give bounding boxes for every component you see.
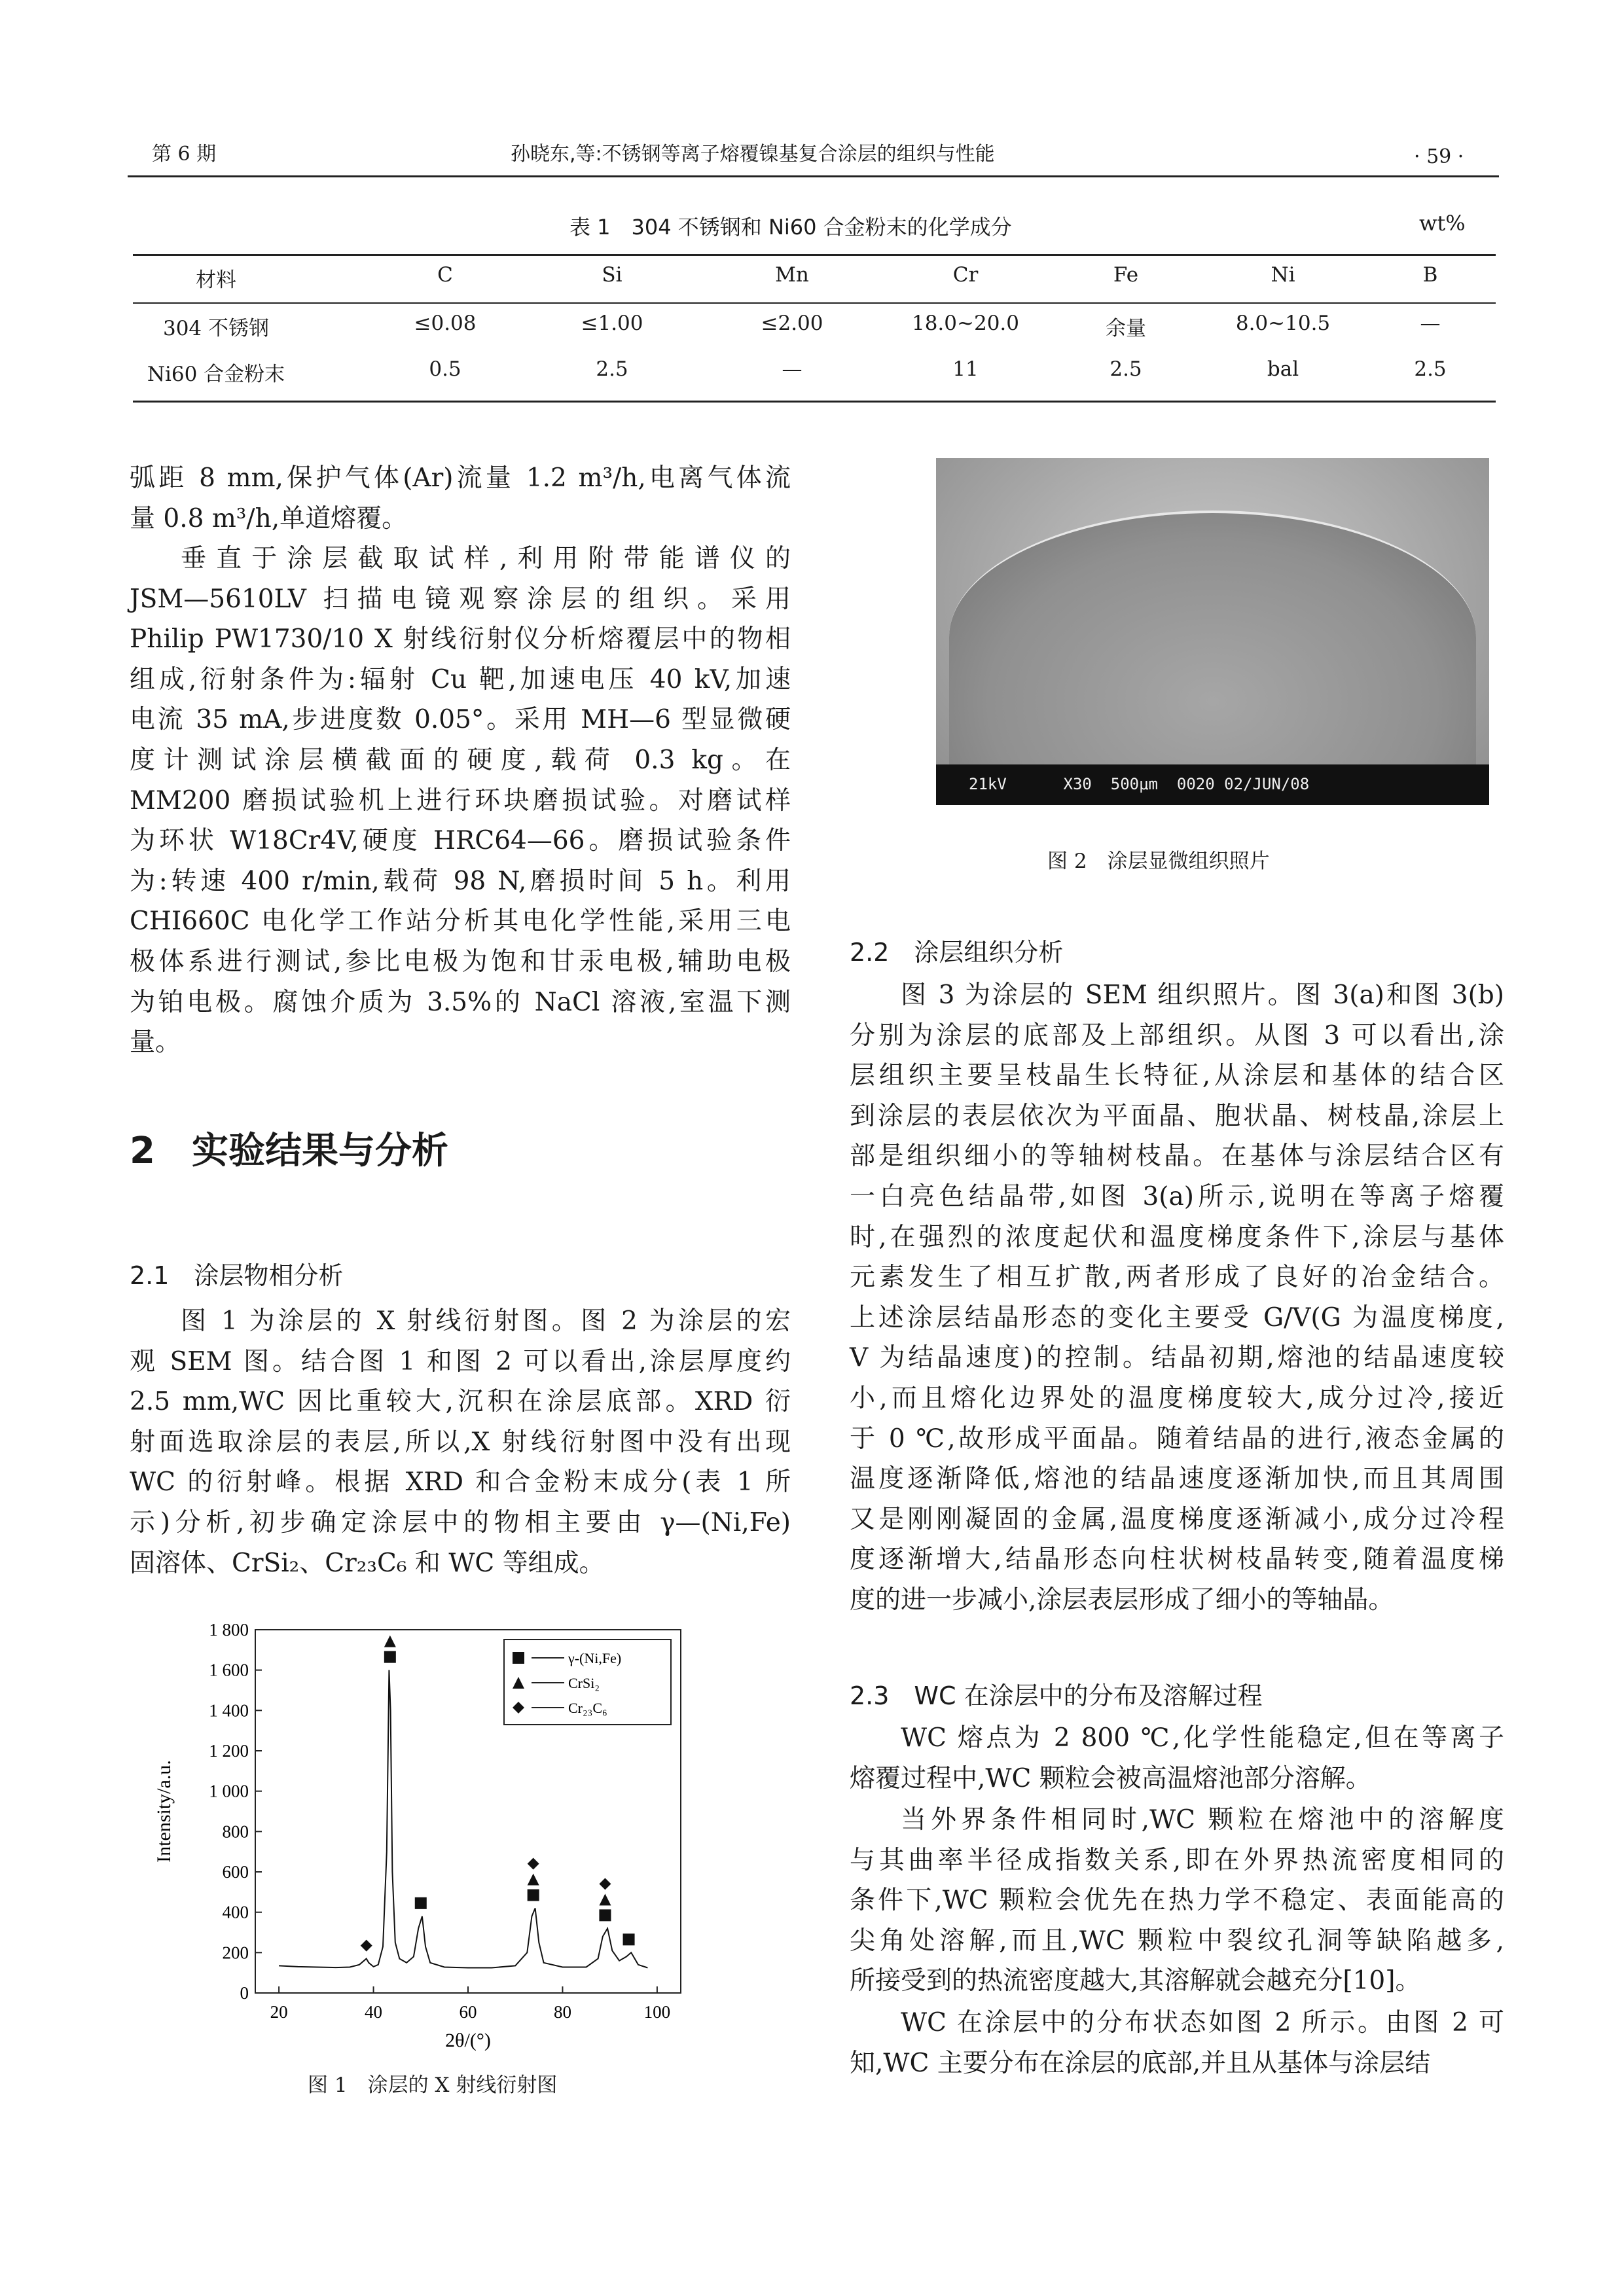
- table-cell: 2.5: [1414, 357, 1447, 381]
- table-cell: B: [1422, 263, 1438, 287]
- y-tick-label: 800: [222, 1821, 249, 1842]
- marker-square: [623, 1933, 635, 1945]
- y-tick-label: 1 200: [209, 1741, 249, 1761]
- table-cell: ≤0.08: [414, 312, 477, 335]
- paragraph-wc-dissolution: [850, 1800, 1504, 2001]
- y-tick-label: 1 000: [209, 1781, 249, 1801]
- text-line: 图 3 为涂层的 SEM 组织照片。图 3(a)和图 3(b): [901, 980, 1504, 1010]
- text-line: WC 熔点为 2 800 ℃,化学性能稳定,但在等离子: [901, 1723, 1504, 1753]
- marker-diamond: [528, 1858, 539, 1870]
- text-line: 温度逐渐降低,熔池的结晶速度逐渐加快,而且其周围: [850, 1464, 1504, 1494]
- figure2-caption: 图 2 涂层显微组织照片: [1047, 850, 1270, 873]
- table-cell: Mn: [775, 263, 809, 287]
- y-axis-label: Intensity/a.u.: [153, 1760, 175, 1863]
- text-line: 为环状 W18Cr4V,硬度 HRC64—66。磨损试验条件: [130, 826, 791, 856]
- text-line: 垂直于涂层截取试样,利用附带能谱仪的: [181, 544, 791, 573]
- marker-triangle: [528, 1874, 539, 1886]
- table-cell: 304 不锈钢: [162, 317, 270, 340]
- text-line: V 为结晶速度)的控制。结晶初期,熔池的结晶速度较: [850, 1343, 1504, 1373]
- subsection-heading-microstructure: 2.2 涂层组织分析: [850, 938, 1064, 967]
- text-line: 元素发生了相互扩散,两者形成了良好的冶金结合。: [850, 1263, 1504, 1293]
- text-line: 分别为涂层的底部及上部组织。从图 3 可以看出,涂: [850, 1020, 1504, 1050]
- text-line: 一白亮色结晶带,如图 3(a)所示,说明在等离子熔覆: [850, 1181, 1504, 1211]
- marker-square: [599, 1909, 611, 1921]
- paragraph-microstructure: [850, 975, 1504, 1621]
- table-cell: 8.0~10.5: [1235, 312, 1331, 335]
- table-cell: Ni60 合金粉末: [147, 363, 285, 386]
- table-cell: 余量: [1106, 317, 1146, 340]
- table-cell: 18.0~20.0: [911, 312, 1020, 335]
- sem-micrograph: [936, 458, 1489, 805]
- marker-triangle: [599, 1893, 611, 1905]
- figure1-caption: 图 1 涂层的 X 射线衍射图: [308, 2073, 558, 2097]
- x-tick-label: 60: [459, 2002, 477, 2022]
- text-line: WC 的衍射峰。根据 XRD 和合金粉末成分(表 1 所: [130, 1467, 791, 1498]
- paragraph-plasma-params: [130, 458, 791, 539]
- table-header-rule: [133, 302, 1496, 304]
- text-line: 与其曲率半径成指数关系,即在外界热流密度相同的: [850, 1845, 1504, 1875]
- y-tick-label: 1 800: [209, 1620, 249, 1640]
- text-line: 度逐渐增大,结晶形态向柱状树枝晶转变,随着温度梯: [850, 1545, 1504, 1575]
- table-cell: ≤1.00: [581, 312, 643, 335]
- text-line: 量。: [130, 1028, 181, 1058]
- x-axis-label: 2θ/(°): [445, 2030, 491, 2051]
- text-line: WC 在涂层中的分布状态如图 2 所示。由图 2 可: [901, 2008, 1504, 2037]
- table-cell: Ni: [1271, 263, 1295, 287]
- text-line: CHI660C 电化学工作站分析其电化学性能,采用三电: [130, 906, 791, 937]
- section-heading-results: 2 实验结果与分析: [130, 1130, 448, 1172]
- marker-diamond: [361, 1940, 372, 1952]
- text-line: 又是刚刚凝固的金属,温度梯度逐渐减小,成分过冷程: [850, 1504, 1504, 1534]
- text-line: 电流 35 mA,步进度数 0.05°。采用 MH—6 型显微硬: [130, 705, 791, 735]
- table-top-rule: [133, 254, 1496, 256]
- marker-square: [415, 1897, 427, 1909]
- sem-info-bar: [936, 764, 1489, 805]
- text-line: 固溶体、CrSi₂、Cr₂₃C₆ 和 WC 等组成。: [130, 1548, 605, 1578]
- text-line: 到涂层的表层依次为平面晶、胞状晶、树枝晶,涂层上: [850, 1101, 1504, 1131]
- text-line: 知,WC 主要分布在涂层的底部,并且从基体与涂层结: [850, 2048, 1431, 2078]
- table-cell: —: [782, 357, 803, 381]
- paragraph-methods: [130, 539, 791, 1063]
- text-line: 上述涂层结晶形态的变化主要受 G/V(G 为温度梯度,: [850, 1302, 1504, 1333]
- text-line: 尖角处溶解,而且,WC 颗粒中裂纹孔洞等缺陷越多,: [850, 1926, 1504, 1956]
- legend-label: CrSi₂: [568, 1675, 600, 1691]
- table-bottom-rule: [133, 401, 1496, 403]
- text-line: 小,而且熔化边界处的温度梯度较大,成分过冷,接近: [850, 1383, 1504, 1413]
- table-cell: Si: [602, 263, 623, 287]
- text-line: 层组织主要呈枝晶生长特征,从涂层和基体的结合区: [850, 1061, 1504, 1091]
- text-line: 射面选取涂层的表层,所以,X 射线衍射图中没有出现: [130, 1427, 791, 1457]
- paragraph-phase-analysis: [130, 1301, 791, 1583]
- table-cell: —: [1420, 312, 1441, 335]
- marker-diamond: [599, 1878, 611, 1890]
- text-line: 时,在强烈的浓度起伏和温度梯度条件下,涂层与基体: [850, 1222, 1504, 1252]
- sem-info-text: 21kV X30 500μm 0020 02/JUN/08: [969, 775, 1310, 793]
- issue-number: 第 6 期: [152, 143, 217, 166]
- text-line: MM200 磨损试验机上进行环块磨损试验。对磨试样: [130, 785, 791, 816]
- table-cell: ≤2.00: [761, 312, 823, 335]
- text-line: 极体系进行测试,参比电极为饱和甘汞电极,辅助电极: [130, 946, 791, 977]
- text-line: 示)分析,初步确定涂层中的物相主要由 γ—(Ni,Fe): [130, 1507, 791, 1537]
- text-line: 弧距 8 mm,保护气体(Ar)流量 1.2 m³/h,电离气体流: [130, 463, 791, 493]
- text-line: JSM—5610LV 扫描电镜观察涂层的组织。采用: [130, 584, 791, 614]
- text-line: 观 SEM 图。结合图 1 和图 2 可以看出,涂层厚度约: [130, 1346, 791, 1376]
- text-line: 于 0 ℃,故形成平面晶。随着结晶的进行,液态金属的: [850, 1424, 1504, 1454]
- text-line: 量 0.8 m³/h,单道熔覆。: [130, 503, 408, 533]
- table-cell: 11: [952, 357, 979, 381]
- marker-triangle: [384, 1636, 396, 1647]
- paragraph-wc-distribution: [850, 2003, 1504, 2083]
- text-line: 当外界条件相同时,WC 颗粒在熔池中的溶解度: [901, 1805, 1504, 1835]
- y-tick-label: 1 600: [209, 1660, 249, 1680]
- text-line: 为:转速 400 r/min,载荷 98 N,磨损时间 5 h。利用: [130, 866, 791, 896]
- table-cell: Cr: [952, 263, 979, 287]
- page-number: · 59 ·: [1414, 145, 1464, 168]
- x-tick-label: 40: [365, 2002, 383, 2022]
- text-line: 图 1 为涂层的 X 射线衍射图。图 2 为涂层的宏: [181, 1306, 791, 1336]
- x-tick-label: 20: [270, 2002, 288, 2022]
- marker-square: [528, 1890, 539, 1901]
- paragraph-wc-melting: [850, 1718, 1504, 1799]
- x-tick-label: 100: [643, 2002, 671, 2022]
- y-tick-label: 600: [222, 1862, 249, 1882]
- marker-square: [513, 1652, 524, 1664]
- x-tick-label: 80: [553, 2002, 571, 2022]
- table-cell: bal: [1267, 357, 1299, 381]
- y-tick-label: 1 400: [209, 1700, 249, 1721]
- text-line: 组成,衍射条件为:辐射 Cu 靶,加速电压 40 kV,加速: [130, 664, 791, 694]
- table-caption: 表 1 304 不锈钢和 Ni60 合金粉末的化学成分: [569, 215, 1012, 240]
- table-unit: wt%: [1419, 211, 1466, 236]
- marker-square: [384, 1651, 396, 1663]
- y-tick-label: 400: [222, 1902, 249, 1922]
- y-tick-label: 0: [240, 1983, 249, 2003]
- table-cell: 2.5: [1110, 357, 1142, 381]
- text-line: 熔覆过程中,WC 颗粒会被高温熔池部分溶解。: [850, 1763, 1371, 1793]
- subsection-heading-wc: 2.3 WC 在涂层中的分布及溶解过程: [850, 1681, 1263, 1710]
- legend-label: γ-(Ni,Fe): [568, 1650, 622, 1666]
- xrd-chart: [144, 1617, 720, 2062]
- text-line: 度计测试涂层横截面的硬度,载荷 0.3 kg。在: [130, 745, 791, 775]
- text-line: 所接受到的热流密度越大,其溶解就会越充分[10]。: [850, 1966, 1421, 1996]
- subsection-heading-phase: 2.1 涂层物相分析: [130, 1261, 344, 1290]
- coating-cross-section: [949, 511, 1476, 805]
- table-cell: 材料: [196, 268, 236, 292]
- y-tick-label: 200: [222, 1943, 249, 1963]
- running-title: 孙晓东,等:不锈钢等离子熔覆镍基复合涂层的组织与性能: [511, 143, 995, 166]
- table-cell: 2.5: [596, 357, 628, 381]
- text-line: 条件下,WC 颗粒会优先在热力学不稳定、表面能高的: [850, 1886, 1504, 1916]
- text-line: 2.5 mm,WC 因比重较大,沉积在涂层底部。XRD 衍: [130, 1387, 791, 1417]
- header-rule: [128, 175, 1499, 177]
- table-cell: 0.5: [429, 357, 461, 381]
- table-cell: C: [437, 263, 453, 287]
- table-cell: Fe: [1113, 263, 1139, 287]
- text-line: 部是组织细小的等轴树枝晶。在基体与涂层结合区有: [850, 1141, 1504, 1172]
- text-line: Philip PW1730/10 X 射线衍射仪分析熔覆层中的物相: [130, 624, 791, 655]
- text-line: 为铂电极。腐蚀介质为 3.5%的 NaCl 溶液,室温下测: [130, 987, 791, 1017]
- text-line: 度的进一步减小,涂层表层形成了细小的等轴晶。: [850, 1585, 1394, 1615]
- legend-label: Cr₂₃C₆: [568, 1700, 607, 1716]
